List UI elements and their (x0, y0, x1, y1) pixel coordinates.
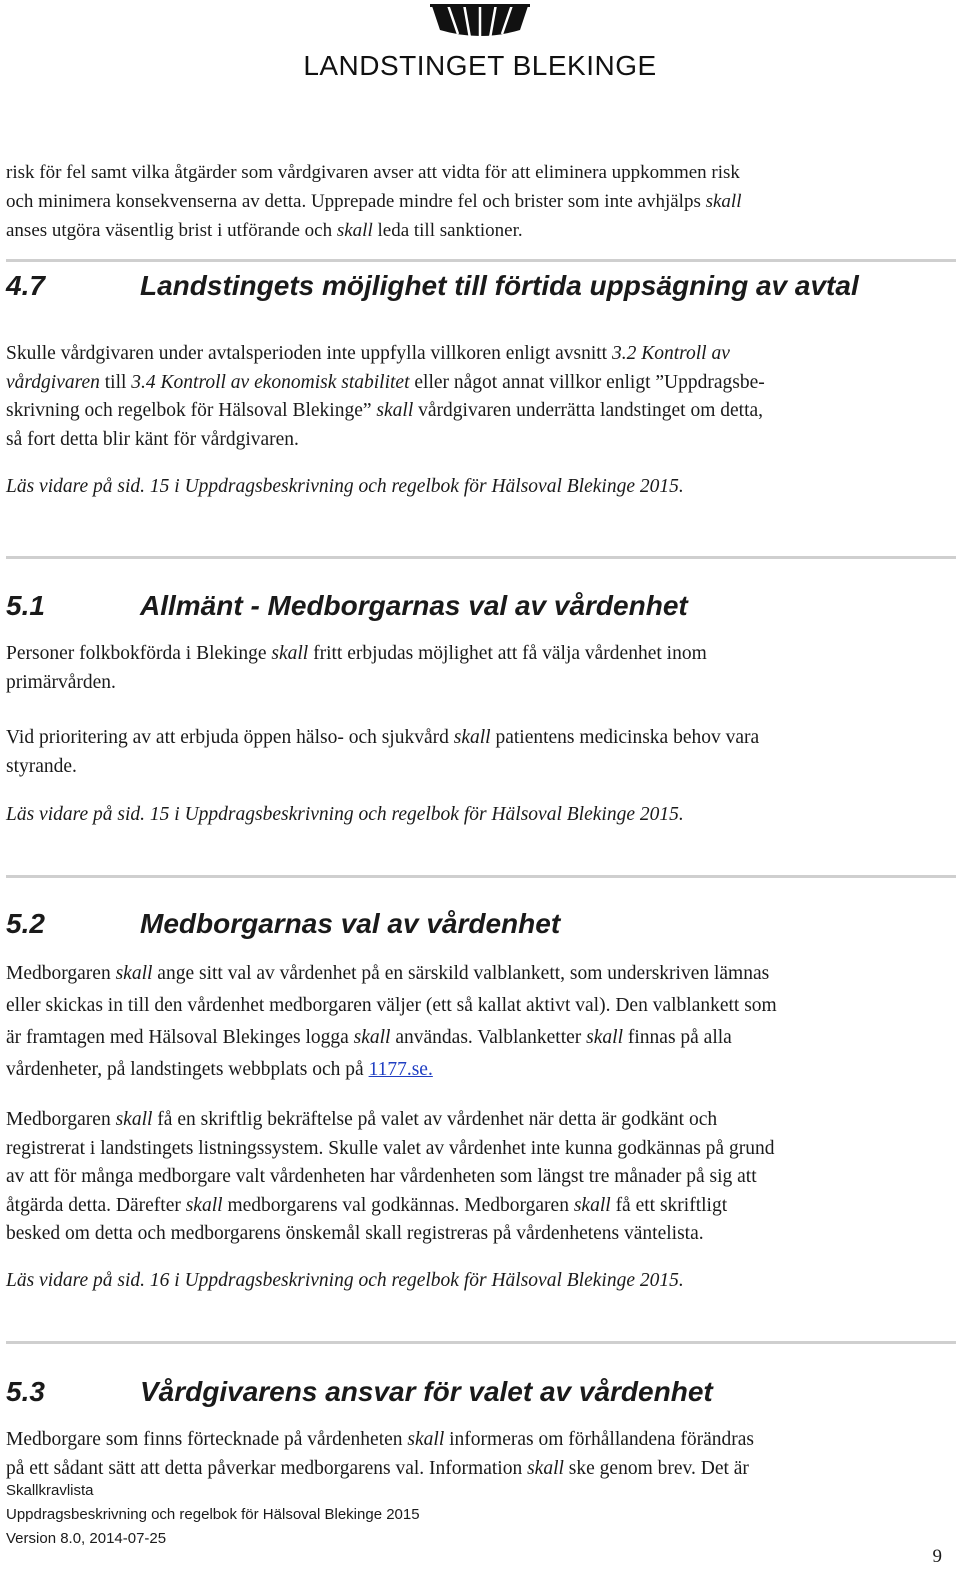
text-line: är framtagen med Hälsoval Blekinges logga skall användas. Valblanketter skall finnas på alla (6, 1027, 732, 1048)
footer-document: Uppdragsbeskrivning och regelbok för Hälsoval Blekinge 2015 (6, 1506, 420, 1523)
section-heading-5-3: 5.3 Vårdgivarens ansvar för valet av vårdenhet (6, 1376, 713, 1407)
text-line: registrerat i landstingets listningssystem. Skulle valet av vårdenhet inte kunna godkännas på grund (6, 1137, 775, 1159)
text-line: Medborgaren skall ange sitt val av vårdenhet på en särskild valblankett, som underskriven lämnas (6, 963, 770, 984)
text-line: och minimera konsekvenserna av detta. Upprepade mindre fel och brister som inte avhjälps skall (6, 191, 742, 212)
text-line: vårdgivaren till 3.4 Kontroll av ekonomisk stabilitet eller något annat villkor enligt ”Uppdragsbe- (6, 371, 765, 393)
text-line: anses utgöra väsentlig brist i utförande och skall leda till sanktioner. (6, 220, 523, 241)
text-line: styrande. (6, 755, 77, 777)
ship-emblem-icon (430, 0, 530, 46)
text-line: Skulle vårdgivaren under avtalsperioden inte uppfylla villkoren enligt avsnitt 3.2 Kontroll av (6, 343, 730, 364)
text-line: besked om detta och medborgarens önskemål skall registreras på vårdenhetens väntelista. (6, 1223, 704, 1244)
intro-paragraph (6, 158, 950, 245)
text-line: åtgärda detta. Därefter skall medborgarens val godkännas. Medborgaren skall få ett skriftligt (6, 1194, 728, 1216)
text-line: eller skickas in till den vårdenhet medborgaren väljer (ett så kallat aktivt val). Den valblankett som (6, 995, 777, 1016)
section-heading-5-1: 5.1 Allmänt - Medborgarnas val av vårdenhet (6, 590, 688, 621)
section-divider (6, 1341, 956, 1344)
section-5-3-body (6, 1426, 950, 1483)
text-line: Medborgare som finns förtecknade på vårdenheten skall informeras om förhållandena förändras (6, 1429, 754, 1450)
text-line: så fort detta blir känt för vårdgivaren. (6, 428, 299, 450)
section-5-2-body (6, 958, 950, 1086)
section-5-1-body-2 (6, 724, 950, 781)
page-number: 9 (932, 1546, 942, 1567)
section-heading-4-7: 4.7 Landstingets möjlighet till förtida uppsägning av avtal (6, 270, 859, 301)
text-line: vårdenheter, på landstingets webbplats och på 1177.se. (6, 1059, 433, 1080)
text-line: på ett sådant sätt att detta påverkar medborgarens val. Information skall ske genom brev. Det är (6, 1457, 749, 1479)
footer (6, 1479, 420, 1551)
section-divider (6, 259, 956, 262)
section-heading-5-2: 5.2 Medborgarnas val av vårdenhet (6, 908, 561, 939)
read-more-reference: Läs vidare på sid. 16 i Uppdragsbeskrivning och regelbok för Hälsoval Blekinge 2015. (6, 1270, 684, 1291)
text-line: Personer folkbokförda i Blekinge skall fritt erbjudas möjlighet att få välja vårdenhet inom (6, 643, 707, 664)
text-line: skrivning och regelbok för Hälsoval Blekinge” skall vårdgivaren underrätta landstinget om detta, (6, 400, 764, 421)
link-1177[interactable]: 1177.se. (368, 1059, 433, 1080)
text-line: risk för fel samt vilka åtgärder som vårdgivaren avser att vidta för att eliminera uppkommen risk (6, 162, 740, 183)
footer-title: Skallkravlista (6, 1482, 94, 1499)
section-4-7-body (6, 340, 950, 454)
section-divider (6, 556, 956, 559)
text-line: av att för många medborgare valt vårdenheten har vårdenheten som längst tre månader på sig att (6, 1166, 757, 1187)
section-divider (6, 875, 956, 878)
footer-version: Version 8.0, 2014-07-25 (6, 1530, 167, 1547)
logo-text: LANDSTINGET BLEKINGE (303, 50, 657, 81)
read-more-reference: Läs vidare på sid. 15 i Uppdragsbeskrivning och regelbok för Hälsoval Blekinge 2015. (6, 804, 684, 825)
text-line: Vid prioritering av att erbjuda öppen hälso- och sjukvård skall patientens medicinska behov vara (6, 727, 760, 748)
section-5-2-body-2 (6, 1106, 950, 1249)
logo (300, 0, 660, 90)
section-5-1-body (6, 640, 950, 697)
text-line: Medborgaren skall få en skriftlig bekräftelse på valet av vårdenhet när detta är godkänt och (6, 1109, 718, 1130)
read-more-reference: Läs vidare på sid. 15 i Uppdragsbeskrivning och regelbok för Hälsoval Blekinge 2015. (6, 476, 684, 497)
text-line: primärvården. (6, 671, 116, 693)
